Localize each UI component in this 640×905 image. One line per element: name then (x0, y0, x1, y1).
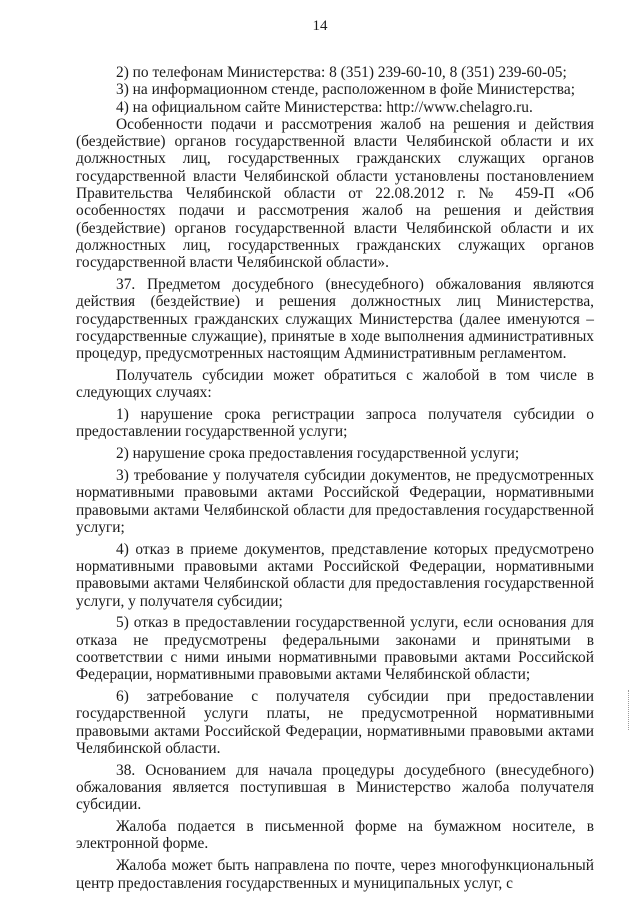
paragraph-section-38: 38. Основанием для начала процедуры досудебного (внесудебного) обжалования является поступившая в Министерство жалоба получателя субсидии. (76, 761, 594, 814)
page-number: 14 (312, 18, 328, 34)
paragraph-complaint-specifics: Особенности подачи и рассмотрения жалоб на решения и действия (бездействие) органов государственной власти Челябинской области и их должностных лиц, государственных гражданских служащих органов государственной власти Челябинской области установлены постановлением Правительства Челябинской области от 22.08.2012 г. № 459-П «Об особенностях подачи и рассмотрения жалоб на решения и действия (бездействие) органов государственной власти Челябинской области и их должностных лиц, государственных гражданских служащих органов государственной власти Челябинской области». (76, 115, 594, 272)
paragraph-contact-phone: 2) по телефонам Министерства: 8 (351) 239-60-10, 8 (351) 239-60-05; (116, 64, 567, 81)
list-item-case-5: 5) отказ в предоставлении государственной услуги, если основания для отказа не предусмотрены федеральными законами и принятыми в соответствии с ними иными нормативными правовыми актами Российской Федерации, нормативными правовыми актами Челябинской области; (76, 614, 594, 684)
paragraph-contact-stand: 3) на информационном стенде, расположенном в фойе Министерства; (116, 81, 575, 99)
paragraph-complaint-cases-intro: Получатель субсидии может обратиться с жалобой в том числе в следующих случаях: (76, 367, 594, 402)
scan-margin-mark (628, 690, 631, 730)
paragraph-section-37: 37. Предметом досудебного (внесудебного) обжалования являются действия (бездействие) и решения должностных лиц Министерства, государственных гражданских служащих Министерства (далее именуются – государственные служащие), принятые в ходе выполнения административных процедур, предусмотренных настоящим Административным регламентом. (76, 276, 594, 363)
list-item-case-4: 4) отказ в приеме документов, представление которых предусмотрено нормативными правовыми актами Российской Федерации, нормативными правовыми актами Челябинской области для предоставления государственной услуги, у получателя субсидии; (76, 540, 594, 610)
list-item-case-6: 6) затребование с получателя субсидии при предоставлении государственной услуги платы, не предусмотренной нормативными правовыми актами Российской Федерации, нормативными правовыми актами Челябинской области. (76, 688, 594, 757)
list-item-case-1: 1) нарушение срока регистрации запроса получателя субсидии о предоставлении государственной услуги; (76, 406, 594, 441)
list-item-case-2: 2) нарушение срока предоставления государственной услуги; (116, 445, 520, 463)
list-item-case-3: 3) требование у получателя субсидии документов, не предусмотренных нормативными правовыми актами Российской Федерации, нормативными правовыми актами Челябинской области для предоставления государственной услуги; (76, 467, 594, 536)
paragraph-complaint-form: Жалоба подается в письменной форме на бумажном носителе, в электронной форме. (76, 818, 594, 853)
paragraph-complaint-delivery: Жалоба может быть направлена по почте, через многофункциональный центр предоставления государственных и муниципальных услуг, с (76, 857, 594, 892)
paragraph-contact-website: 4) на официальном сайте Министерства: http://www.chelagro.ru. (116, 98, 533, 116)
document-body (76, 64, 594, 896)
